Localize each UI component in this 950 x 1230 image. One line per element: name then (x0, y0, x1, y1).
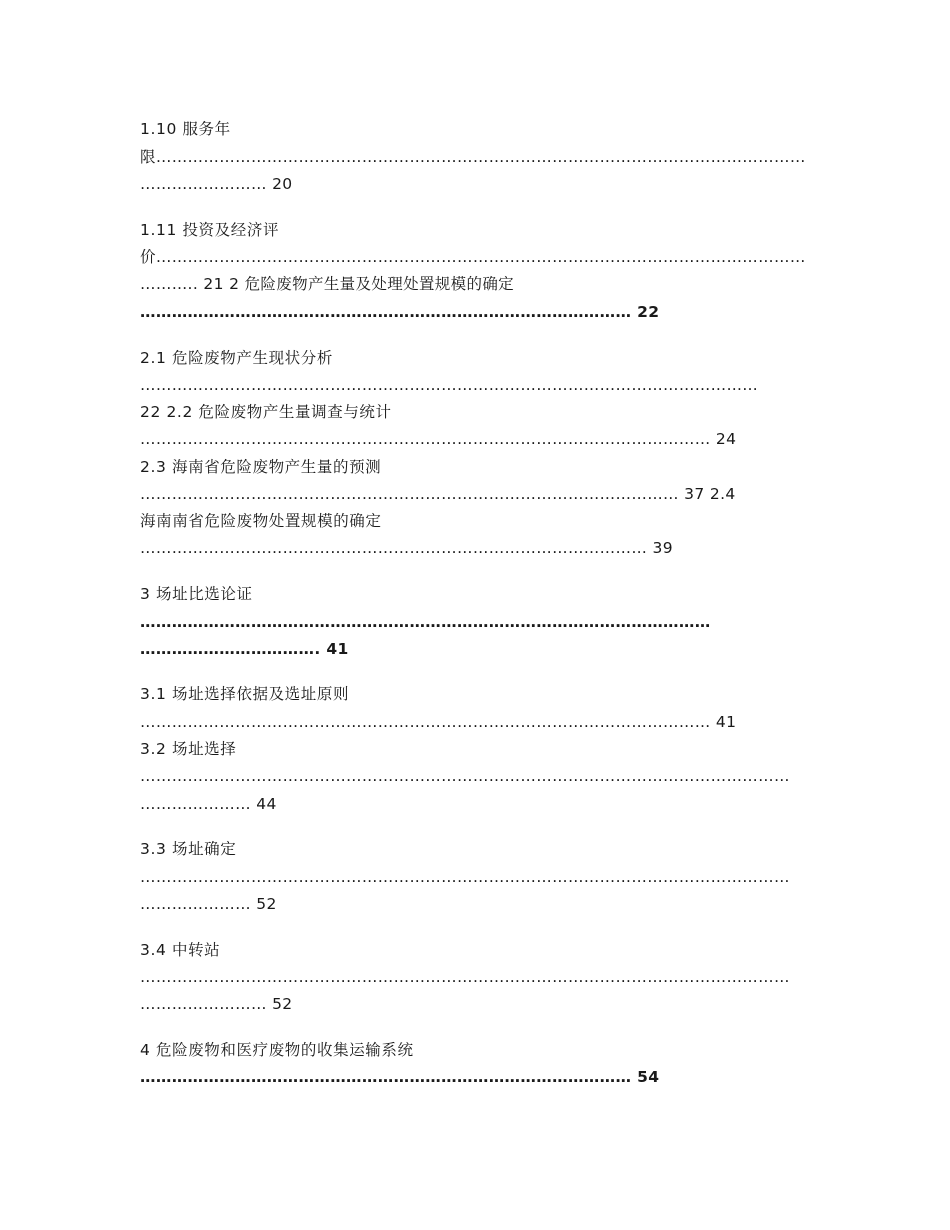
toc-entry-3-2-page: ………………… 44 (140, 795, 277, 813)
toc-entry-2-4-title: 海南南省危险废物处置规模的确定 (140, 512, 382, 530)
toc-entry-3-1-page: ……………………………………………………………………………………………… 41 (140, 713, 737, 731)
toc-entry-3-3-leader: …………………………………………………………………………………………………………… (140, 868, 790, 886)
toc-entry-3-1-title: 3.1 场址选择依据及选址原则 (140, 685, 350, 703)
toc-entry-3-2-leader: …………………………………………………………………………………………………………… (140, 767, 790, 785)
toc-entry-3-leader: ……………………………………………………………………………………………… (140, 613, 711, 631)
toc-entry-1-10-title: 1.10 服务年 (140, 120, 231, 138)
toc-entry-2-3-title: 2.3 海南省危险废物产生量的预测 (140, 458, 382, 476)
toc-entry-2-2-title: 22 2.2 危险废物产生量调查与统计 (140, 403, 392, 421)
toc-entry-2-1-leader: ……………………………………………………………………………………………………… (140, 376, 759, 394)
toc-entry-3-2-title: 3.2 场址选择 (140, 740, 237, 758)
toc-entry-3-4-leader: …………………………………………………………………………………………………………… (140, 968, 790, 986)
toc-entry-3-title: 3 场址比选论证 (140, 585, 253, 603)
toc-entry-1-11-leader: 价…………………………………………………………………………………………………………… (140, 248, 806, 266)
toc-entry-2-3-page: ………………………………………………………………………………………… 37 2.4 (140, 485, 736, 503)
toc-entry-2-1-title: 2.1 危险废物产生现状分析 (140, 349, 333, 367)
toc-entry-3-3-title: 3.3 场址确定 (140, 840, 237, 858)
toc-entry-3-page: ……………………………. 41 (140, 640, 349, 658)
toc-entry-1-10-page: …………………… 20 (140, 175, 293, 193)
toc-entry-3-4-title: 3.4 中转站 (140, 941, 221, 959)
toc-entry-2-page: ………………………………………………………………………………… 22 (140, 303, 660, 321)
toc-entry-3-3-page: ………………… 52 (140, 895, 277, 913)
toc-entry-2-4-page: …………………………………………………………………………………… 39 (140, 539, 673, 557)
toc-entry-2-2-page: ……………………………………………………………………………………………… 24 (140, 430, 737, 448)
toc-entry-4-page: ………………………………………………………………………………… 54 (140, 1068, 660, 1086)
toc-entry-1-11-title: 1.11 投资及经济评 (140, 221, 280, 239)
toc-entry-4-title: 4 危险废物和医疗废物的收集运输系统 (140, 1041, 414, 1059)
toc-entry-3-4-page: …………………… 52 (140, 995, 293, 1013)
toc-entry-1-10-leader: 限…………………………………………………………………………………………………………… (140, 148, 806, 166)
toc-entry-2-title: ……….. 21 2 危险废物产生量及处理处置规模的确定 (140, 275, 515, 293)
